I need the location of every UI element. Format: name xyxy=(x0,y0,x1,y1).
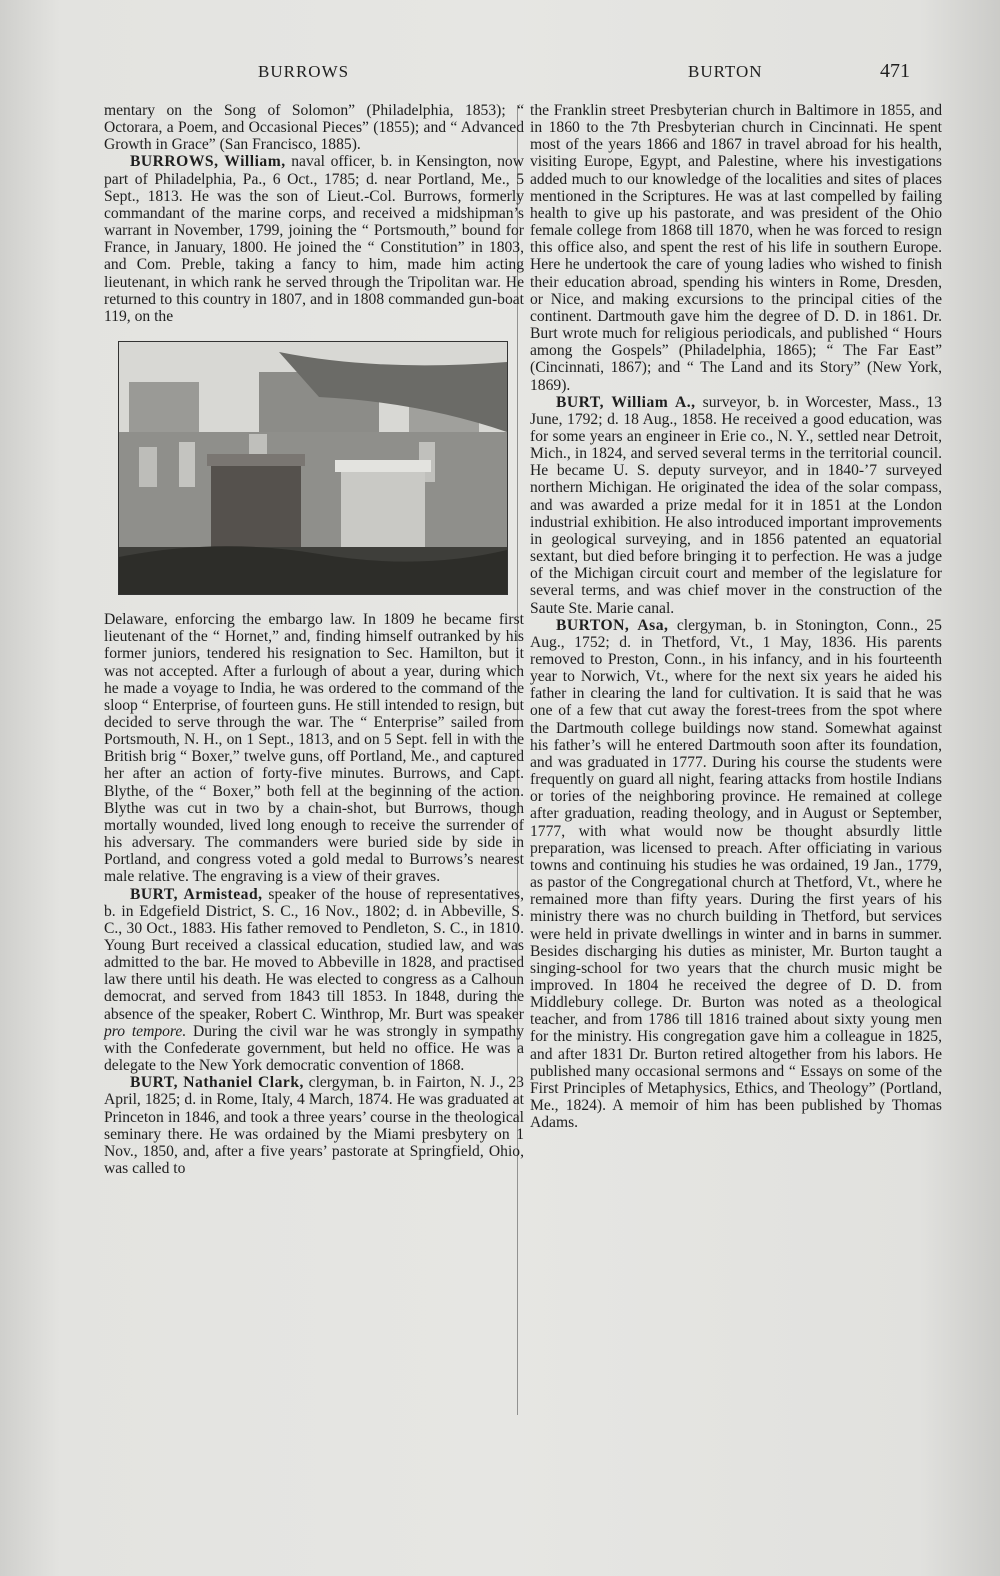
entry-text: surveyor, b. in Worcester, Mass., 13 June, 1792; d. 18 Aug., 1858. He received a good education, was for some years an engineer in Erie co., N. Y., settled near Detroit, Mich., in 1824, and served several terms in the territorial council. He became U. S. deputy surveyor, and in 1840-’7 surveyed northern Michigan. He originated the idea of the solar compass, and was awarded a prize medal for it in 1851 at the London industrial exhibition. He also introduced important improvements in geological surveying, and in 1856 patented an equatorial sextant, but died before bringing it to perfection. He was a judge of the Michigan circuit court and member of the legislature for several terms, and was chief mover in the construction of the Saute Ste. Marie canal. xyxy=(530,393,942,617)
entry-text: clergyman, b. in Fairton, N. J., 23 April, 1825; d. in Rome, Italy, 4 March, 1874. He was graduated at Princeton in 1846, and took a three years’ course in the theological seminary there. He was ordained by the Miami presbytery on 1 Nov., 1850, and, after a five years’ pastorate at Springfield, Ohio, was called to xyxy=(104,1074,524,1178)
running-head-right: BURTON xyxy=(688,62,763,81)
graves-engraving xyxy=(118,341,508,595)
entry-burt-armistead xyxy=(104,886,524,1075)
entry-burrows-william xyxy=(104,153,524,325)
graves-illustration xyxy=(119,342,507,594)
page-number: 471 xyxy=(880,60,910,82)
italic-phrase: pro tempore. xyxy=(104,1022,187,1040)
entry-burt-william xyxy=(530,394,942,617)
entry-burt-nathaniel xyxy=(104,1074,524,1177)
headword: BURROWS, William, xyxy=(130,153,286,171)
entry-text: clergyman, b. in Stonington, Conn., 25 Aug., 1752; d. in Thetford, Vt., 1 May, 1836. His parents removed to Preston, Conn., in his infancy, and in his fourteenth year to Norwich, Vt., where for the next six years he aided his father in clearing the land for cultivation. It is said that he was one of a few that cut away the forest-trees from the spot where the Dartmouth college buildings now stand. Somewhat against his father’s will he entered Dartmouth soon after its foundation, and was graduated in 1777. During his course the students were frequently on guard all night, fearing attacks from hostile Indians or tories of the neighboring province. He remained at college after graduation, reading theology, and in August or September, 1777, with what would now be thought absurdly little preparation, was licensed to preach. After officiating in various towns and continuing his studies he was ordained, 19 Jan., 1779, as pastor of the Congregational church at Thetford, Vt., where he remained more than fifty years. During the first years of his ministry there was no church building in Thetford, but services were held in private dwellings in winter and in barns in summer. Besides discharging his duties as minister, Mr. Burton taught a singing-school for two years that the church music might be improved. In 1804 he received the degree of D. D. from Middlebury college. Dr. Burton was noted as a theological teacher, and from 1786 till 1816 trained about sixty young men for the ministry. His congregation gave him a colleague in 1825, and after 1831 Dr. Burton retired altogether from his labors. He published many occasional sermons and “ Essays on some of the First Principles of Metaphysics, Ethics, and Theology” (Portland, Me., 1824). A memoir of him has been published by Thomas Adams. xyxy=(530,616,942,1132)
continued-paragraph: the Franklin street Presbyterian church in Baltimore in 1855, and in 1860 to the 7th Presbyterian church in Cincinnati. He spent most of the years 1866 and 1867 in travel abroad for his health, visiting Europe, Egypt, and Palestine, where his investigations added much to our knowledge of the localities and sites of places mentioned in the Scriptures. He was at last compelled by failing health to give up his pastorate, and was president of the Ohio female college from 1868 till 1870, when he was forced to resign this office also, and spent the rest of his life in southern Europe. Here he undertook the care of young ladies who wished to finish their education abroad, spending his winters in Rome, Dresden, or Nice, and making excursions to the principal cities of the continent. Dartmouth gave him the degree of D. D. in 1861. Dr. Burt wrote much for religious periodicals, and published “ Hours among the Gospels” (Philadelphia, 1865); “ The Far East” (Cincinnati, 1867); and “ The Land and its Story” (New York, 1869). xyxy=(530,102,942,394)
headword: BURT, William A., xyxy=(556,393,696,411)
entry-burrows-continued: Delaware, enforcing the embargo law. In 1809 he became first lieutenant of the “ Hornet,” and, finding himself outranked by his former juniors, tendered his resignation to Sec. Hamilton, but it was not accepted. After a furlough of about a year, during which he made a voyage to India, he was ordered to the command of the sloop “ Enterprise, of fourteen guns. He still intended to resign, but decided to serve through the war. The “ Enterprise” sailed from Portsmouth, N. H., on 1 Sept., 1813, and on 5 Sept. fell in with the British brig “ Boxer,” twelve guns, off Portland, Me., and captured her after an action of forty-five minutes. Burrows, and Capt. Blythe, of the “ Boxer,” both fell at the beginning of the action. Blythe was cut in two by a chain-shot, but Burrows, though mortally wounded, lived long enough to receive the surrender of his adversary. The commanders were buried side by side in Portland, and congress voted a gold medal to Burrows’s nearest male relative. The engraving is a view of their graves. xyxy=(104,611,524,886)
entry-text-2: During the civil war he was strongly in sympathy with the Confederate government, but held no office. He was a delegate to the New York democratic convention of 1868. xyxy=(104,1022,524,1075)
headword: BURT, Nathaniel Clark, xyxy=(130,1074,304,1092)
entry-text: naval officer, b. in Kensington, now part of Philadelphia, Pa., 6 Oct., 1785; d. near Portland, Me., 5 Sept., 1813. He was the son of Lieut.-Col. Burrows, formerly commandant of the marine corps, and received a midshipman’s warrant in November, 1799, joining the “ Portsmouth,” bound for France, in January, 1800. He joined the “ Constitution” in 1803, and Com. Preble, taking a fancy to him, made him acting lieutenant, in which rank he served through the Tripolitan war. He returned to this country in 1807, and in 1808 commanded gun-boat 119, on the xyxy=(104,153,524,325)
headword: BURT, Armistead, xyxy=(130,885,263,903)
entry-text: speaker of the house of representatives, b. in Edgefield District, S. C., 16 Nov., 1802; d. in Abbeville, S. C., 30 Oct., 1883. His father removed to Pendleton, S. C., in 1810. Young Burt received a classical education, studied law, and was admitted to the bar. He moved to Abbeville in 1828, and practised law there until his death. He was elected to congress as a Calhoun democrat, and served from 1843 till 1853. In 1848, during the absence of the speaker, Robert C. Winthrop, Mr. Burt was speaker xyxy=(104,885,524,1023)
continued-paragraph: mentary on the Song of Solomon” (Philadelphia, 1853); “ Octorara, a Poem, and Occasional Pieces” (1855); and “ Advanced Growth in Grace” (San Francisco, 1885). xyxy=(104,102,524,154)
right-column xyxy=(530,102,942,1131)
headword: BURTON, Asa, xyxy=(556,616,669,634)
left-column xyxy=(104,102,524,1177)
entry-burton-asa xyxy=(530,617,942,1132)
running-head-left: BURROWS xyxy=(258,62,350,81)
